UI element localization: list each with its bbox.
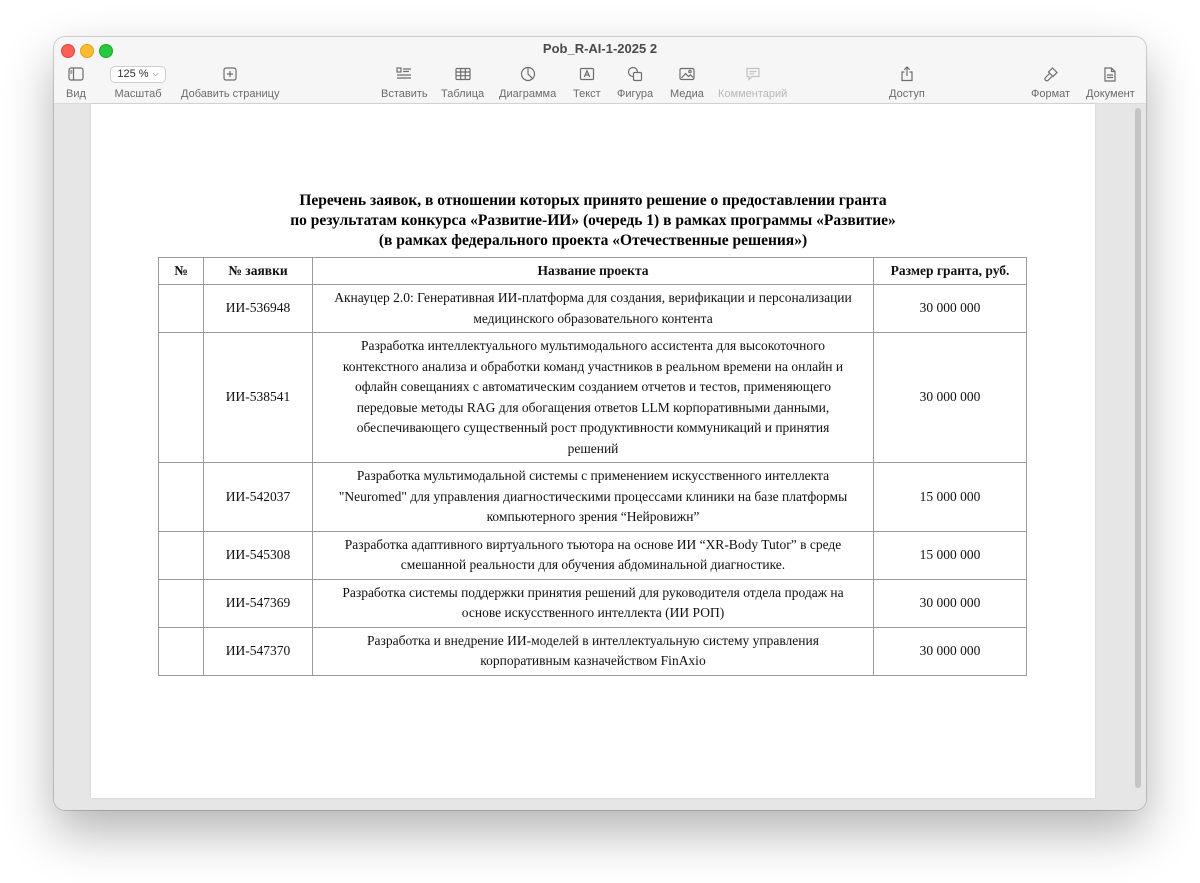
- project-name-line: Разработка мультимодальной системы с применением искусственного интеллекта: [356, 468, 830, 483]
- project-name-line: смешанной реальности для обучения абдоминальной диагностике.: [400, 557, 786, 572]
- header-project-name: Название проекта: [313, 258, 874, 285]
- share-button[interactable]: [889, 64, 925, 100]
- zoom-select[interactable]: [110, 66, 166, 83]
- document-title: [91, 191, 1095, 251]
- media-label: Медиа: [670, 88, 704, 100]
- share-label: Доступ: [889, 88, 925, 100]
- project-name-line: передовые методы RAG для обогащения ответов LLM корпоративными данными,: [356, 399, 830, 415]
- document-label: Документ: [1086, 88, 1135, 100]
- title-line: Перечень заявок, в отношении которых принято решение о предоставлении гранта: [299, 192, 887, 209]
- document-button[interactable]: [1086, 64, 1135, 100]
- comment-icon: [745, 64, 761, 84]
- zoom-label: Масштаб: [114, 88, 162, 100]
- cell-application: ИИ-547370: [204, 627, 313, 675]
- insert-label: Вставить: [381, 88, 428, 100]
- cell-project-name: [313, 579, 874, 627]
- table-button[interactable]: [441, 64, 484, 100]
- cell-number: [159, 333, 204, 463]
- chart-button[interactable]: [499, 64, 556, 100]
- cell-grant-size: 30 000 000: [874, 333, 1027, 463]
- insert-list-icon: [396, 64, 412, 84]
- app-window: [54, 37, 1146, 810]
- shape-icon: [627, 64, 643, 84]
- project-name-line: решений: [567, 440, 619, 456]
- cell-number: [159, 285, 204, 333]
- plus-square-icon: [223, 64, 237, 84]
- cell-grant-size: 30 000 000: [874, 285, 1027, 333]
- document-icon: [1104, 64, 1116, 84]
- project-name-line: офлайн совещаниях с автоматическим созданием отчетов и тестов, применяющего: [354, 379, 832, 394]
- cell-application: ИИ-536948: [204, 285, 313, 333]
- table-row: [159, 285, 1027, 333]
- header-grant-size: Размер гранта, руб.: [874, 258, 1027, 285]
- project-name-line: Разработка системы поддержки принятия решений для руководителя отдела продаж на: [342, 584, 844, 600]
- table-row: [159, 627, 1027, 675]
- window-title: Pob_R-AI-1-2025 2: [542, 41, 658, 56]
- format-button[interactable]: [1031, 64, 1070, 100]
- header-application: № заявки: [204, 258, 313, 285]
- project-name-line: Разработка и внедрение ИИ-моделей в интеллектуальную систему управления: [367, 632, 819, 648]
- project-name-line: корпоративным казначейством FinAxio: [480, 653, 706, 668]
- cell-project-name: [313, 627, 874, 675]
- grants-table[interactable]: [158, 257, 1027, 676]
- chart-label: Диаграмма: [499, 88, 557, 100]
- share-icon: [900, 64, 914, 84]
- cell-application: ИИ-542037: [204, 463, 313, 532]
- sidebar-icon: [68, 64, 84, 84]
- media-button[interactable]: [670, 64, 704, 100]
- toolbar: [54, 37, 1146, 104]
- media-icon: [679, 64, 695, 84]
- chart-icon: [520, 64, 536, 84]
- cell-grant-size: 15 000 000: [874, 463, 1027, 532]
- view-label: Вид: [66, 88, 86, 100]
- project-name-line: "Neuromed" для управления диагностическими процессами клиники на базе платформы: [338, 488, 848, 504]
- table-row: [159, 579, 1027, 627]
- cell-application: ИИ-545308: [204, 531, 313, 579]
- project-name-line: обеспечивающего существенный рост продуктивности коммуникаций и принятия: [356, 420, 830, 435]
- document-page[interactable]: [91, 104, 1095, 798]
- title-line: по результатам конкурса «Развитие-ИИ» (очередь 1) в рамках программы «Развитие»: [290, 212, 896, 229]
- add-page-label: Добавить страницу: [181, 88, 280, 100]
- view-button[interactable]: [66, 64, 86, 100]
- cell-project-name: [313, 285, 874, 333]
- project-name-line: Разработка интеллектуального мультимодального ассистента для высокоточного: [360, 338, 826, 353]
- cell-application: ИИ-538541: [204, 333, 313, 463]
- header-number: №: [159, 258, 204, 285]
- project-name-line: Разработка адаптивного виртуального тьютора на основе ИИ “XR-Body Tutor” в среде: [344, 536, 842, 552]
- table-row: [159, 463, 1027, 532]
- insert-button[interactable]: [381, 64, 428, 100]
- table-row: [159, 531, 1027, 579]
- cell-number: [159, 463, 204, 532]
- comment-button[interactable]: [718, 64, 787, 100]
- cell-number: [159, 579, 204, 627]
- zoom-control[interactable]: [110, 64, 166, 100]
- zoom-value: 125 %: [117, 68, 149, 80]
- project-name-line: компьютерного зрения “Нейровижн”: [486, 509, 700, 524]
- shape-button[interactable]: [617, 64, 653, 100]
- project-name-line: медицинского образовательного контента: [473, 310, 713, 326]
- comment-label: Комментарий: [718, 88, 788, 100]
- add-page-button[interactable]: [181, 64, 279, 100]
- cell-number: [159, 627, 204, 675]
- cell-number: [159, 531, 204, 579]
- project-name-line: Акнауцер 2.0: Генеративная ИИ-платформа для создания, верификации и персонализации: [334, 290, 852, 305]
- cell-application: ИИ-547369: [204, 579, 313, 627]
- cell-grant-size: 15 000 000: [874, 531, 1027, 579]
- text-label: Текст: [573, 88, 601, 100]
- project-name-line: основе искусственного интеллекта (ИИ РОП): [461, 605, 725, 620]
- table-label: Таблица: [441, 88, 485, 100]
- cell-project-name: [313, 531, 874, 579]
- chevron-down-icon: ⌵: [152, 69, 159, 78]
- shape-label: Фигура: [617, 88, 654, 100]
- text-button[interactable]: [573, 64, 601, 100]
- cell-grant-size: 30 000 000: [874, 579, 1027, 627]
- table-header-row: [159, 258, 1027, 285]
- cell-project-name: [313, 463, 874, 532]
- document-canvas[interactable]: [54, 104, 1146, 810]
- cell-project-name: [313, 333, 874, 463]
- title-line: (в рамках федерального проекта «Отечественные решения»): [378, 232, 808, 249]
- vertical-scrollbar[interactable]: [1135, 108, 1141, 788]
- table-row: [159, 333, 1027, 463]
- format-label: Формат: [1031, 88, 1071, 100]
- table-icon: [455, 64, 471, 84]
- paintbrush-icon: [1043, 64, 1059, 84]
- cell-grant-size: 30 000 000: [874, 627, 1027, 675]
- project-name-line: контекстного анализа и обработки команд участников в реальном времени на онлайн и: [342, 358, 844, 374]
- text-box-icon: [579, 64, 595, 84]
